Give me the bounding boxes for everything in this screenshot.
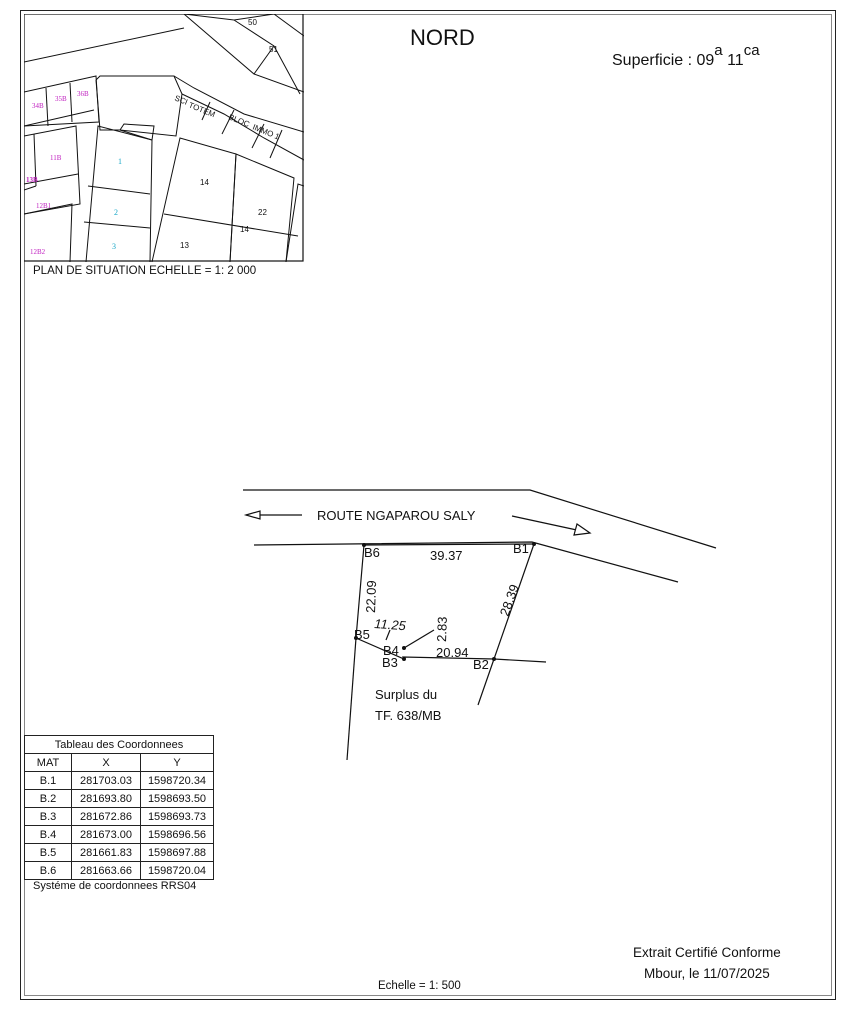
parcel-label-immo: IMMO [251, 122, 275, 140]
distance-b6-b1: 39.37 [430, 548, 463, 563]
cell-x: 281673.00 [72, 826, 141, 844]
parcel-label-bloc: BLOC [227, 112, 251, 130]
distance-b1-b2: 28.39 [496, 582, 522, 619]
point-b1-marker [532, 542, 536, 546]
parcel-label-22: 22 [258, 208, 267, 217]
parcel-label-36b: 36B [77, 90, 89, 98]
cell-x: 281672.86 [72, 808, 141, 826]
point-b3-marker [402, 657, 406, 661]
column-header-y: Y [141, 754, 214, 772]
north-label: NORD [410, 25, 475, 50]
road-label: ROUTE NGAPAROU SALY [317, 508, 476, 523]
surplus-label-line2: TF. 638/MB [375, 708, 442, 723]
cell-y: 1598696.56 [141, 826, 214, 844]
column-header-x: X [72, 754, 141, 772]
coordinate-system-note: Systéme de coordonnees RRS04 [33, 880, 197, 892]
cell-x: 281663.66 [72, 862, 141, 880]
cell-x: 281703.03 [72, 772, 141, 790]
cell-y: 1598693.73 [141, 808, 214, 826]
column-header-mat: MAT [25, 754, 72, 772]
area-prefix: Superficie : 09 [612, 52, 715, 69]
certified-line2: Mbour, le 11/07/2025 [643, 966, 770, 981]
cell-y: 1598720.34 [141, 772, 214, 790]
parcel-label-13: 13 [180, 241, 189, 250]
table-row [25, 808, 214, 826]
point-label-b6: B6 [364, 545, 380, 560]
parcel-boundary-north [364, 544, 534, 545]
minimap-border [24, 14, 303, 261]
road-edge-south [254, 542, 678, 582]
surplus-label-line1: Surplus du [375, 687, 438, 702]
cell-y: 1598693.50 [141, 790, 214, 808]
parcel-label-34b: 34B [32, 102, 44, 110]
point-label-b3: B3 [382, 655, 398, 670]
coordinates-table-title: Tableau des Coordonnees [25, 736, 214, 754]
certification-block [633, 942, 781, 984]
cell-y: 1598720.04 [141, 862, 214, 880]
parcel-label-cyan-1: 1 [118, 157, 122, 166]
parcel-label-13b: 13B [26, 176, 38, 184]
area-readout [612, 42, 760, 70]
parcel-label-totem: TOTEM [187, 100, 217, 120]
distance-b5-b6: 22.09 [363, 580, 380, 614]
boundary-extension-west [347, 638, 356, 760]
cell-x: 281693.80 [72, 790, 141, 808]
boundary-extension-east [494, 659, 546, 662]
cell-mat: B.2 [25, 790, 72, 808]
point-label-b5: B5 [354, 627, 370, 642]
parcel-label-35b: 35B [55, 95, 67, 103]
cell-mat: B.4 [25, 826, 72, 844]
parcel-label-sci: SCI [173, 93, 189, 107]
situation-minimap [24, 14, 304, 262]
coordinates-table [24, 735, 214, 880]
area-unit-ca: ca [743, 42, 760, 59]
point-label-b4: B4 [383, 643, 399, 658]
parcel-label-cyan-3: 3 [112, 242, 116, 251]
parcel-label-14-lower: 14 [240, 225, 249, 234]
parcel-label-51: 51 [269, 45, 278, 54]
table-row [25, 772, 214, 790]
parcel-label-12b2: 12B2 [30, 248, 46, 256]
cell-mat: B.3 [25, 808, 72, 826]
point-b4-marker [402, 646, 406, 650]
scale-label: Echelle = 1: 500 [378, 980, 461, 992]
parcel-label-14: 14 [200, 178, 209, 187]
table-row [25, 844, 214, 862]
cell-x: 281661.83 [72, 844, 141, 862]
cell-y: 1598697.88 [141, 844, 214, 862]
area-unit-a: a [714, 42, 723, 59]
table-row [25, 826, 214, 844]
distance-b2-b3: 20.94 [436, 645, 469, 660]
parcel-label-1-totem: 1 [273, 131, 281, 142]
table-row [25, 862, 214, 880]
point-label-b2: B2 [473, 657, 489, 672]
road-arrow-right-head [574, 524, 590, 535]
point-b2-marker [492, 657, 496, 661]
road-edge-north [243, 490, 716, 548]
b4-offset-line [404, 630, 434, 648]
cell-mat: B.1 [25, 772, 72, 790]
main-plot-plan [230, 480, 730, 770]
situation-plan-caption: PLAN DE SITUATION ECHELLE = 1: 2 000 [33, 265, 257, 277]
distance-b4-b5: 11.25 [373, 616, 407, 634]
table-row [25, 790, 214, 808]
parcel-label-11b: 11B [50, 154, 62, 162]
road-arrow-left-head [246, 511, 260, 519]
cell-mat: B.5 [25, 844, 72, 862]
parcel-label-cyan-2: 2 [114, 208, 118, 217]
area-value-ca: 11 [722, 52, 744, 69]
point-label-b1: B1 [513, 541, 529, 556]
parcel-label-50: 50 [248, 18, 257, 27]
certified-line1: Extrait Certifié Conforme [633, 945, 781, 960]
distance-b4-offset: 2.83 [434, 616, 450, 643]
parcel-label-12b1: 12B1 [36, 202, 52, 210]
cell-mat: B.6 [25, 862, 72, 880]
